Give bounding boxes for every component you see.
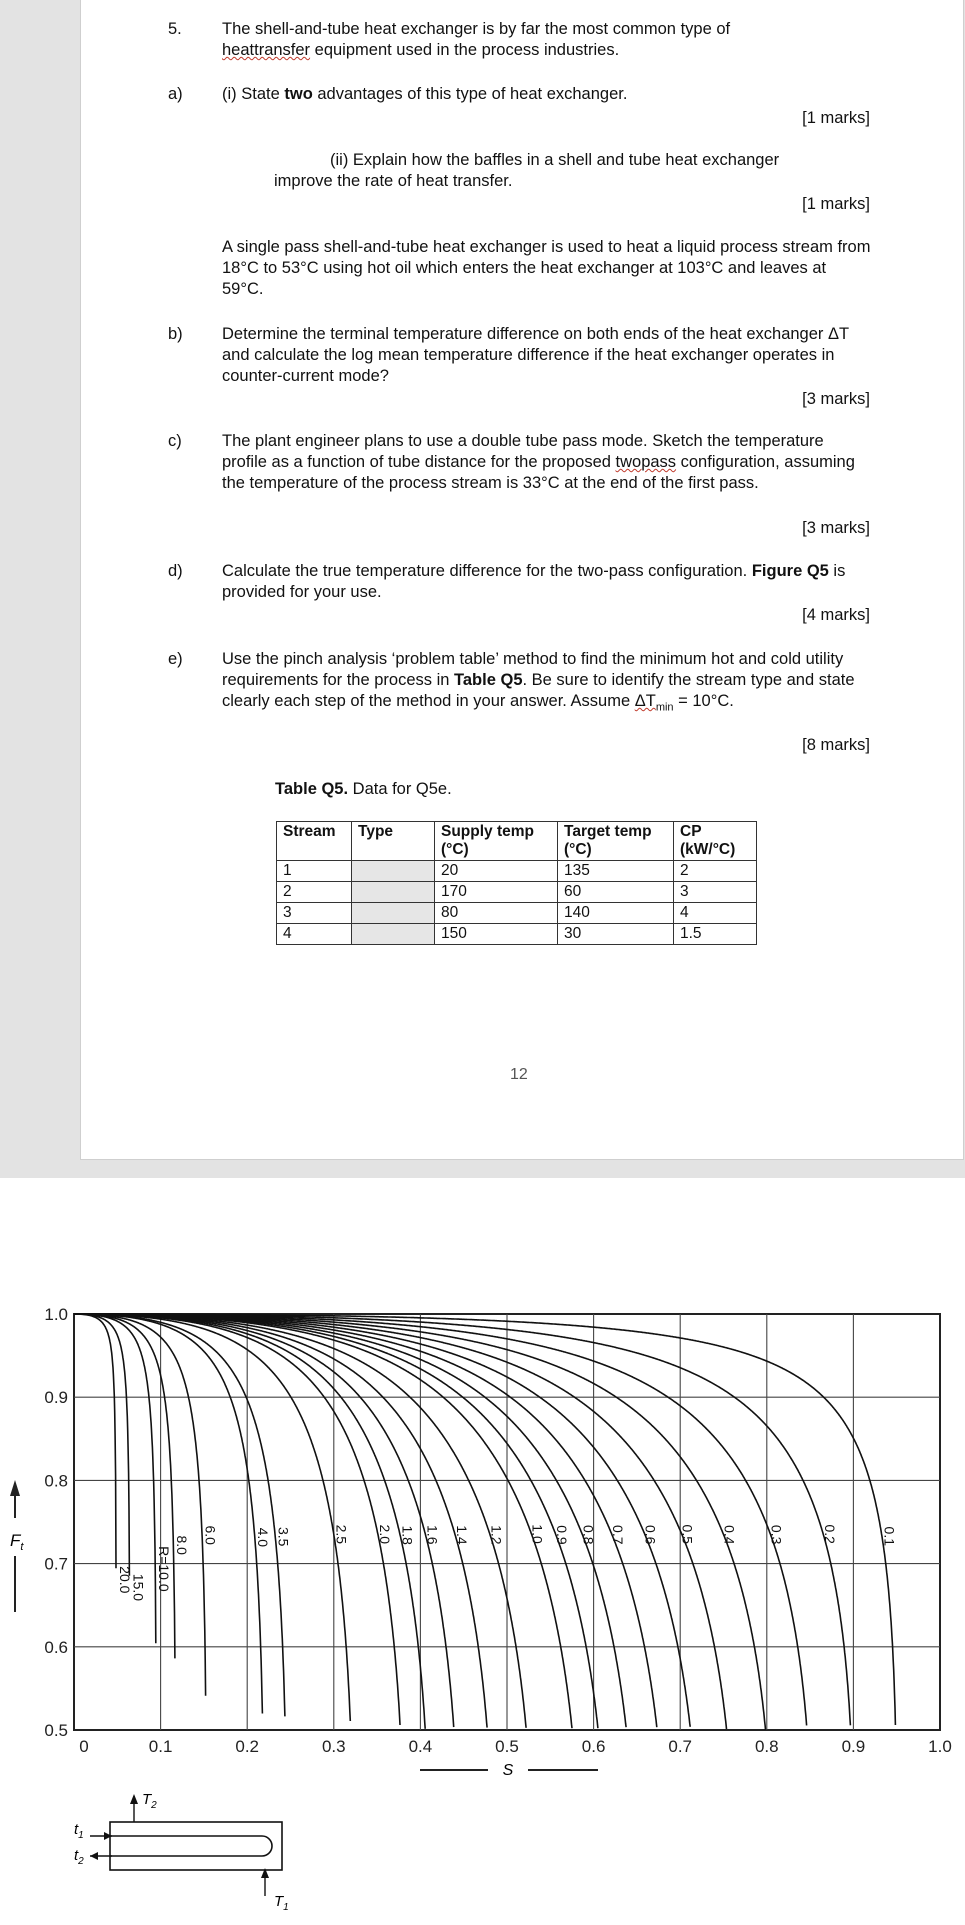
x-tick-label: 0.9 [841, 1737, 866, 1756]
y-tick-label: 0.5 [44, 1721, 68, 1740]
x-tick-label: 0.3 [321, 1737, 346, 1756]
y-tick-label: 0.9 [44, 1388, 68, 1408]
y-tick-label: 1.0 [44, 1305, 68, 1324]
cell-stream: 1 [277, 861, 352, 882]
part-e-text-mid: . Be sure to identify the stream type and state clearly each step of the method in your answer. Assume [222, 671, 855, 710]
cell-cp: 3 [674, 882, 757, 903]
part-e-text [222, 649, 872, 718]
part-b-marks: [3 marks] [802, 390, 870, 408]
part-a-ii-line2: improve the rate of heat transfer. [274, 172, 513, 190]
cell-type [352, 903, 435, 924]
cell-cp: 4 [674, 903, 757, 924]
ft-curve [74, 1314, 129, 1576]
curve-label: 0.6 [642, 1524, 659, 1545]
cell-type [352, 861, 435, 882]
part-a-i-marks: [1 marks] [802, 109, 870, 127]
part-a-ii-marks: [1 marks] [802, 195, 870, 213]
T2-label: $T_2$ [142, 1791, 157, 1811]
part-d-text-pre: Calculate the true temperature difference for the two-pass configuration. [222, 562, 752, 580]
part-a-label: a) [168, 85, 183, 103]
curve-label: 2.0 [377, 1524, 394, 1545]
table-row [277, 882, 757, 903]
cell-supply: 80 [435, 903, 558, 924]
y-axis-arrow-icon [10, 1480, 20, 1496]
curve-label: 1.6 [424, 1525, 441, 1545]
col-type: Type [352, 822, 435, 861]
cell-supply: 150 [435, 924, 558, 945]
ft-curve [74, 1314, 526, 1728]
col-target-temp: Target temp (°C) [558, 822, 674, 861]
x-axis-label: S [502, 1762, 514, 1779]
col-cp: CP (kW/°C) [674, 822, 757, 861]
intro-line1: The shell-and-tube heat exchanger is by far the most common type of [222, 20, 731, 38]
curve-label: 0.2 [821, 1524, 838, 1544]
page-number: 12 [510, 1066, 528, 1083]
part-d-text [222, 561, 872, 603]
cell-target: 135 [558, 861, 674, 882]
part-b-text: Determine the terminal temperature difference on both ends of the heat exchanger ΔT and calculate the log mean temperature difference if the heat exchanger operates in counter-current mode? [222, 325, 849, 385]
part-e-dt-min [634, 692, 674, 714]
x-tick-label: 0.8 [754, 1737, 779, 1756]
curve-label: 15.0 [130, 1573, 147, 1602]
ft-curve [74, 1314, 206, 1696]
cell-type [352, 924, 435, 945]
part-d-text-post: is provided for your use. [222, 562, 846, 601]
part-b-label: b) [168, 325, 183, 343]
x-tick-label: 1.0 [928, 1737, 952, 1756]
curve-label: 0.1 [881, 1526, 898, 1547]
part-e-bold: Table Q5 [454, 671, 523, 689]
table-row [277, 861, 757, 882]
part-a-i-suffix: advantages of this type of heat exchanger. [312, 85, 628, 103]
ft-curve [74, 1314, 727, 1729]
intro-misspelled-word: heattransfer [222, 41, 311, 59]
T2-arrow-icon [130, 1794, 138, 1804]
curve-label: 0.4 [721, 1525, 738, 1545]
scenario-paragraph: A single pass shell-and-tube heat exchanger is used to heat a liquid process stream from 18°C to 53°C using hot oil which enters the heat exchanger at 103°C and leaves at 59°C. [222, 238, 871, 298]
part-e-text-pre: Use the pinch analysis ‘problem table’ method to find the minimum hot and cold utility requirements for the process in [222, 650, 844, 689]
curve-label: 3.5 [275, 1526, 292, 1547]
axis-labels [10, 1480, 598, 1779]
y-tick-labels [44, 1305, 68, 1740]
part-a-i-prefix: (i) State [222, 85, 285, 103]
part-c-label: c) [168, 432, 182, 450]
cell-cp: 2 [674, 861, 757, 882]
table-caption [275, 779, 452, 800]
curve-label: 1.4 [453, 1525, 470, 1545]
exchanger-schematic-icon [74, 1791, 289, 1913]
part-c-text-post: configuration, assuming the temperature of the process stream is 33°C at the end of the first pass. [222, 453, 855, 492]
t1-label: $t_1$ [74, 1821, 84, 1841]
curve-label: 0.8 [580, 1525, 597, 1545]
x-tick-label: 0.4 [408, 1737, 433, 1756]
ft-curve [74, 1314, 116, 1568]
curve-label: 1.2 [488, 1525, 505, 1545]
cell-target: 140 [558, 903, 674, 924]
cell-stream: 3 [277, 903, 352, 924]
part-e-marks: [8 marks] [802, 736, 870, 754]
table-caption-bold: Table Q5. [275, 780, 349, 798]
data-table [276, 821, 757, 945]
ft-curve [74, 1314, 425, 1729]
x-tick-label: 0.5 [495, 1737, 519, 1756]
cell-stream: 2 [277, 882, 352, 903]
curve-label: 1.0 [529, 1524, 546, 1544]
col-stream: Stream [277, 822, 352, 861]
part-c-misspelled-word: twopass [615, 453, 677, 471]
table-row [277, 903, 757, 924]
part-a-i-text [222, 84, 872, 105]
part-d-bold: Figure Q5 [751, 562, 829, 580]
x-tick-label: 0.7 [668, 1737, 693, 1756]
ft-curve [74, 1314, 400, 1725]
ft-curve [74, 1314, 690, 1727]
T1-label: $T_1$ [274, 1893, 289, 1913]
curve-label: 0.9 [553, 1525, 570, 1545]
ft-curve [74, 1314, 626, 1727]
part-c-text-pre: The plant engineer plans to use a double tube pass mode. Sketch the temperature profile as a function of tube distance for the proposed [222, 432, 824, 471]
curve-label: 0.3 [768, 1524, 785, 1545]
table-caption-rest: Data for Q5e. [348, 780, 452, 798]
y-axis-label: $F_t$ [10, 1531, 24, 1553]
shell-outline [110, 1822, 282, 1870]
part-a-i-bold: two [284, 85, 313, 103]
curve-label: 2.5 [333, 1524, 350, 1545]
table-header-row [277, 822, 757, 861]
part-d-label: d) [168, 562, 183, 580]
y-tick-label: 0.7 [44, 1554, 68, 1574]
curve-label: 6.0 [202, 1525, 219, 1545]
curve-label: R=10.0 [155, 1546, 172, 1592]
cell-target: 60 [558, 882, 674, 903]
curve-label: 8.0 [174, 1535, 191, 1555]
part-c-text [222, 431, 872, 494]
curve-label: 20.0 [117, 1566, 134, 1594]
part-e-dt: ΔT [634, 692, 656, 710]
question-number: 5. [168, 20, 182, 38]
ft-curve [74, 1314, 572, 1728]
cell-stream: 4 [277, 924, 352, 945]
part-e-text-end: = 10°C. [673, 692, 734, 710]
x-tick-labels [79, 1737, 952, 1756]
x-tick-label: 0 [79, 1737, 89, 1756]
correction-factor-chart [0, 1290, 965, 1920]
cell-supply: 20 [435, 861, 558, 882]
x-tick-label: 0.1 [148, 1737, 173, 1756]
col-supply-temp: Supply temp (°C) [435, 822, 558, 861]
y-tick-label: 0.6 [44, 1637, 68, 1657]
cell-target: 30 [558, 924, 674, 945]
curve-label: 1.8 [399, 1525, 416, 1545]
part-e-label: e) [168, 650, 183, 668]
table-row [277, 924, 757, 945]
cell-type [352, 882, 435, 903]
curve-label: 0.5 [679, 1524, 696, 1545]
chart-curves [74, 1314, 895, 1730]
part-d-marks: [4 marks] [802, 606, 870, 624]
part-e-dt-sub: min [655, 701, 674, 714]
tube-bundle [110, 1836, 272, 1856]
cell-cp: 1.5 [674, 924, 757, 945]
chart-svg [0, 1290, 965, 1920]
t2-arrow-icon [90, 1852, 98, 1860]
cell-supply: 170 [435, 882, 558, 903]
ft-curve [74, 1314, 850, 1725]
x-tick-label: 0.2 [235, 1737, 260, 1756]
intro-line2: equipment used in the process industries. [310, 41, 620, 59]
curve-label: 0.7 [609, 1525, 626, 1545]
question-intro [222, 19, 872, 61]
y-tick-label: 0.8 [44, 1471, 68, 1491]
part-c-marks: [3 marks] [802, 519, 870, 537]
part-a-ii-line1: (ii) Explain how the baffles in a shell and tube heat exchanger [330, 151, 780, 169]
t2-label: $t_2$ [74, 1847, 84, 1867]
curve-label: 4.0 [255, 1527, 272, 1548]
x-tick-label: 0.6 [581, 1737, 606, 1756]
ft-curve [74, 1314, 487, 1728]
